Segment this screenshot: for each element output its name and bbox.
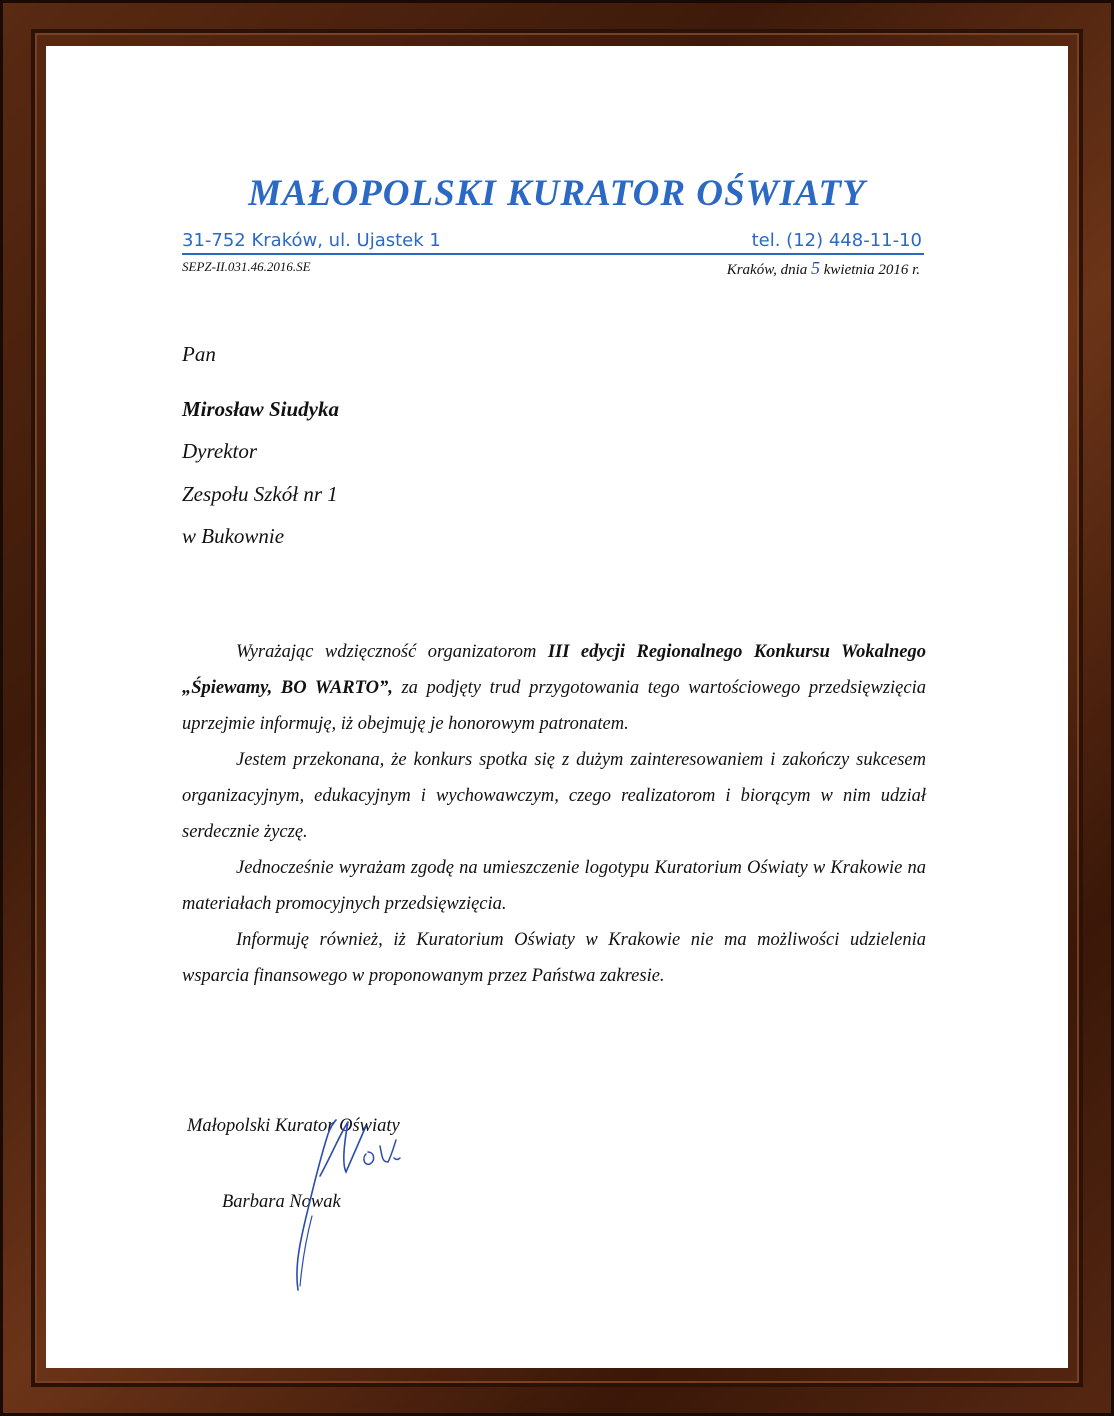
date-prefix: Kraków, dnia [726, 262, 808, 278]
recipient-institution: Zespołu Szkół nr 1 [182, 482, 338, 506]
letter-page [46, 46, 1068, 1368]
letterhead-address: 31-752 Kraków, ul. Ujastek 1 [182, 230, 441, 251]
contest-name: III edycji Regionalnego Konkursu Wokalnego „Śpiewamy, BO WARTO”, [182, 642, 926, 698]
recipient-salutation: Pan [182, 342, 216, 366]
letter-date [727, 258, 920, 279]
handwritten-signature [236, 1114, 406, 1294]
letterhead-title: MAŁOPOLSKI KURATOR OŚWIATY [248, 173, 866, 214]
body-paragraph-4: Informuję również, iż Kuratorium Oświaty w Krakowie nie ma możliwości udzielenia wsparcia finansowego w proponowanym przez Państwa zakresie. [182, 930, 926, 986]
date-day-handwritten: 5 [811, 258, 820, 278]
p1-text-c: za podjęty trud przygotowania tego wartościowego przedsięwzięcia uprzejmie informuję, iż obejmuję je honorowym patronatem. [182, 678, 926, 734]
date-suffix: kwietnia 2016 r. [823, 262, 920, 278]
letterhead-phone: tel. (12) 448-11-10 [751, 230, 922, 251]
body-paragraph-2: Jestem przekonana, że konkurs spotka się z dużym zainteresowaniem i zakończy sukcesem organizacyjnym, edukacyjnym i wychowawczym, czego realizatorom i biorącym w nim udział serdecznie życzę. [182, 750, 926, 842]
letterhead-rule [182, 253, 924, 255]
body-paragraph-3: Jednocześnie wyrażam zgodę na umieszczenie logotypu Kuratorium Oświaty w Krakowie na materiałach promocyjnych przedsięwzięcia. [182, 858, 926, 914]
body-paragraph-1 [182, 634, 926, 742]
recipient-location: w Bukownie [182, 524, 285, 548]
reference-number: SEPZ-II.031.46.2016.SE [182, 259, 311, 274]
recipient-name: Mirosław Siudyka [182, 397, 339, 421]
letter-body [182, 634, 926, 994]
recipient-position: Dyrektor [182, 439, 258, 463]
p1-text-a: Wyrażając wdzięczność organizatorom [236, 642, 548, 662]
signatory-role: Małopolski Kurator Oświaty [187, 1116, 400, 1136]
signatory-name: Barbara Nowak [222, 1192, 341, 1212]
